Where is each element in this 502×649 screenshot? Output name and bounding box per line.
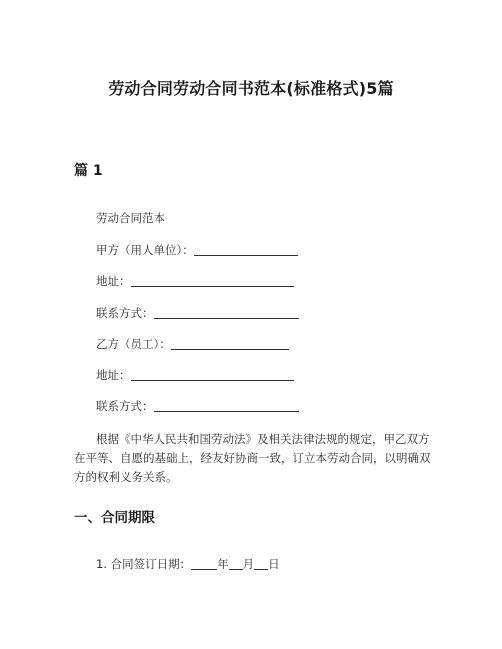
- intro-paragraph: 根据《中华人民共和国劳动法》及相关法律法规的规定，甲乙双方在平等、自愿的基础上，经友好协商一致，订立本劳动合同，以明确双方的权利义务关系。: [74, 432, 431, 484]
- year-unit: 年: [217, 557, 229, 571]
- party-b-name-line: [96, 336, 289, 352]
- item-number: 1.: [96, 557, 107, 571]
- party-a-address-blank[interactable]: [131, 274, 294, 287]
- party-b-contact-label: 联系方式：: [96, 399, 154, 413]
- party-a-contact-label: 联系方式：: [96, 306, 154, 320]
- party-b-address-label: 地址：: [96, 368, 131, 382]
- year-blank[interactable]: [191, 557, 217, 570]
- party-b-contact-blank[interactable]: [154, 399, 299, 412]
- party-a-address-label: 地址：: [96, 274, 131, 288]
- signing-date-line: [96, 556, 280, 572]
- part-heading: 篇 1: [74, 163, 103, 179]
- party-a-contact-line: [96, 305, 299, 321]
- signing-date-label: 合同签订日期：: [110, 557, 192, 571]
- party-a-name-blank[interactable]: [194, 243, 298, 256]
- party-b-address-blank[interactable]: [131, 368, 294, 381]
- party-b-name-blank[interactable]: [171, 337, 289, 350]
- party-b-label: 乙方（员工）：: [96, 337, 171, 351]
- day-unit: 日: [268, 557, 280, 571]
- party-a-label: 甲方（用人单位）：: [96, 243, 194, 257]
- party-a-name-line: [96, 242, 298, 258]
- template-title-text: 劳动合同范本: [96, 211, 165, 225]
- document-title: 劳动合同劳动合同书范本(标准格式)5篇: [108, 79, 394, 98]
- party-a-address-line: [96, 273, 294, 289]
- party-a-contact-blank[interactable]: [154, 306, 299, 319]
- section-heading-contract-term: 一、合同期限: [74, 510, 155, 526]
- month-unit: 月: [242, 557, 255, 571]
- party-b-address-line: [96, 367, 294, 383]
- party-b-contact-line: [96, 398, 299, 414]
- month-blank[interactable]: [229, 557, 243, 570]
- template-title: [96, 210, 165, 226]
- day-blank[interactable]: [254, 557, 268, 570]
